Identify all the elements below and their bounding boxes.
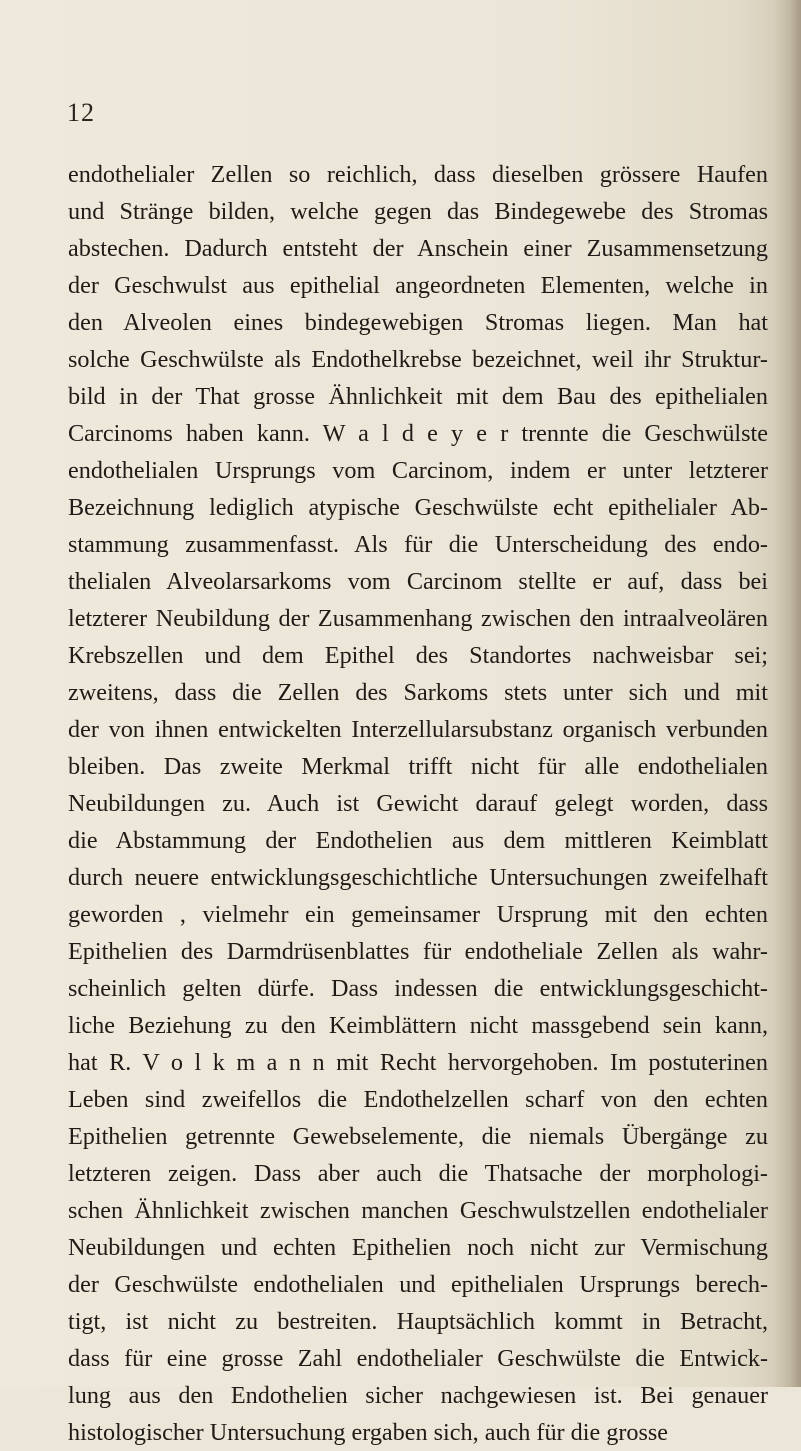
text-line: zweitens, dass die Zellen des Sarkoms stets unter sich und mit (68, 679, 768, 706)
text-line: bleiben. Das zweite Merkmal trifft nicht für alle endothelialen (68, 753, 768, 780)
text-line: letzterer Neubildung der Zusammenhang zwischen den intraalveolären (68, 605, 768, 632)
text-line: der von ihnen entwickelten Interzellularsubstanz organisch verbunden (68, 716, 768, 743)
text-line: Epithelien des Darmdrüsenblattes für endotheliale Zellen als wahr- (68, 938, 768, 965)
page-number: 12 (67, 98, 95, 127)
text-line: Bezeichnung lediglich atypische Geschwülste echt epithelialer Ab- (68, 494, 768, 521)
text-line: abstechen. Dadurch entsteht der Anschein einer Zusammensetzung (68, 235, 768, 262)
text-line: scheinlich gelten dürfe. Dass indessen die entwicklungsgeschicht- (68, 975, 768, 1002)
text-line: Krebszellen und dem Epithel des Standortes nachweisbar sei; (68, 642, 768, 669)
text-line: Epithelien getrennte Gewebselemente, die niemals Übergänge zu (68, 1123, 768, 1150)
text-line: solche Geschwülste als Endothelkrebse bezeichnet, weil ihr Struktur- (68, 346, 768, 373)
text-line: lung aus den Endothelien sicher nachgewiesen ist. Bei genauer (68, 1382, 768, 1409)
text-line: bild in der That grosse Ähnlichkeit mit dem Bau des epithelialen (68, 383, 768, 410)
text-line: Carcinoms haben kann. W a l d e y e r trennte die Geschwülste (68, 420, 768, 447)
text-line: die Abstammung der Endothelien aus dem mittleren Keimblatt (68, 827, 768, 854)
text-line: den Alveolen eines bindegewebigen Stromas liegen. Man hat (68, 309, 768, 336)
text-line: thelialen Alveolarsarkoms vom Carcinom stellte er auf, dass bei (68, 568, 768, 595)
text-line: histologischer Untersuchung ergaben sich, auch für die grosse (68, 1419, 669, 1446)
text-line: tigt, ist nicht zu bestreiten. Hauptsächlich kommt in Betracht, (68, 1308, 768, 1335)
text-line: endothelialer Zellen so reichlich, dass dieselben grössere Haufen (68, 161, 768, 188)
text-line: geworden , vielmehr ein gemeinsamer Ursprung mit den echten (68, 901, 768, 928)
text-line: stammung zusammenfasst. Als für die Unterscheidung des endo- (68, 531, 768, 558)
text-line: der Geschwulst aus epithelial angeordneten Elementen, welche in (68, 272, 768, 299)
text-line: der Geschwülste endothelialen und epithelialen Ursprungs berech- (68, 1271, 768, 1298)
text-line: hat R. V o l k m a n n mit Recht hervorgehoben. Im postuterinen (68, 1049, 768, 1076)
body-text (68, 156, 768, 1451)
text-line: Leben sind zweifellos die Endothelzellen scharf von den echten (68, 1086, 768, 1113)
text-line: und Stränge bilden, welche gegen das Bindegewebe des Stromas (68, 198, 768, 225)
text-line: Neubildungen zu. Auch ist Gewicht darauf gelegt worden, dass (68, 790, 768, 817)
text-line: durch neuere entwicklungsgeschichtliche Untersuchungen zweifelhaft (68, 864, 768, 891)
text-line: liche Beziehung zu den Keimblättern nicht massgebend sein kann, (68, 1012, 768, 1039)
text-line: dass für eine grosse Zahl endothelialer Geschwülste die Entwick- (68, 1345, 768, 1372)
text-line: Neubildungen und echten Epithelien noch nicht zur Vermischung (68, 1234, 768, 1261)
text-line: schen Ähnlichkeit zwischen manchen Geschwulstzellen endothelialer (68, 1197, 768, 1224)
text-line: letzteren zeigen. Dass aber auch die Thatsache der morphologi- (68, 1160, 768, 1187)
text-line: endothelialen Ursprungs vom Carcinom, indem er unter letzterer (68, 457, 768, 484)
page-edge-shadow (773, 0, 801, 1387)
